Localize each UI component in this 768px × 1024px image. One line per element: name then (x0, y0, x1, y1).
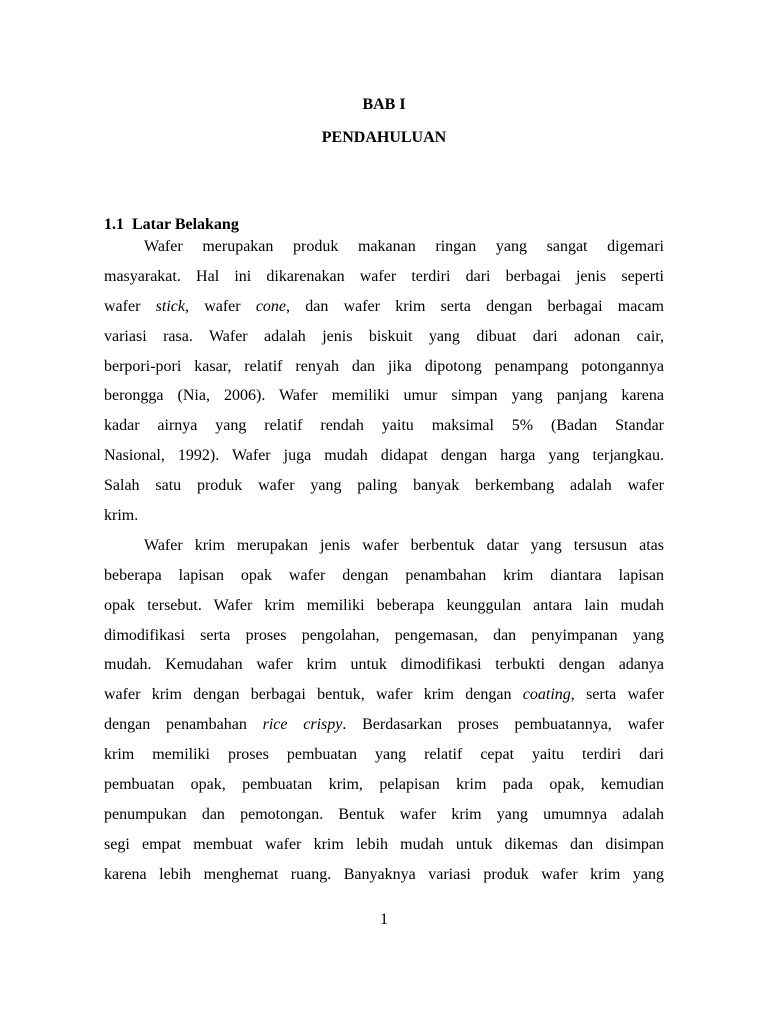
text-segment: berpori-pori kasar, relatif renyah dan jika dipotong penampang potongannya (104, 357, 664, 375)
italic-term: cone (255, 297, 287, 315)
italic-term: stick (155, 297, 185, 315)
text-segment: wafer (104, 297, 156, 315)
text-line (104, 322, 664, 352)
text-line (104, 650, 664, 680)
text-segment: wafer krim dengan berbagai bentuk, wafer krim dengan (104, 686, 523, 704)
text-segment: penumpukan dan pemotongan. Bentuk wafer krim yang umumnya adalah (104, 805, 664, 823)
text-segment: dengan penambahan (104, 716, 263, 734)
text-line (104, 830, 664, 860)
section-number: 1.1 (104, 216, 124, 233)
text-segment: krim. (104, 507, 139, 525)
section-title: Latar Belakang (132, 216, 239, 233)
text-segment: dimodifikasi serta proses pengolahan, pengemasan, dan penyimpanan yang (104, 626, 664, 644)
text-segment: pembuatan opak, pembuatan krim, pelapisan krim pada opak, kemudian (104, 776, 664, 794)
text-segment: krim memiliki proses pembuatan yang relatif cepat yaitu terdiri dari (104, 746, 664, 764)
paragraph-2 (104, 531, 664, 890)
text-line (104, 800, 664, 830)
text-segment: segi empat membuat wafer krim lebih mudah untuk dikemas dan disimpan (104, 835, 664, 853)
chapter-number: BAB I (362, 96, 406, 113)
text-line (104, 262, 664, 292)
body-text (104, 232, 664, 890)
text-segment: opak tersebut. Wafer krim memiliki beberapa keunggulan antara lain mudah (104, 596, 664, 614)
text-line (104, 292, 664, 322)
text-segment: , dan wafer krim serta dengan berbagai macam (286, 297, 664, 315)
text-segment: , serta wafer (570, 686, 664, 704)
text-line (104, 441, 664, 471)
page-number: 1 (380, 911, 388, 928)
text-segment: berongga (Nia, 2006). Wafer memiliki umur simpan yang panjang karena (104, 387, 664, 405)
text-line (104, 740, 664, 770)
text-segment: , wafer (184, 297, 256, 315)
text-line (104, 561, 664, 591)
text-line (104, 232, 664, 262)
text-line (104, 591, 664, 621)
text-segment: . Berdasarkan proses pembuatannya, wafer (342, 716, 664, 734)
text-segment: karena lebih menghemat ruang. Banyaknya variasi produk wafer krim yang (104, 865, 664, 883)
text-line (104, 381, 664, 411)
italic-term: rice crispy (262, 716, 343, 734)
text-segment: kadar airnya yang relatif rendah yaitu maksimal 5% (Badan Standar (104, 417, 664, 435)
text-segment: Nasional, 1992). Wafer juga mudah didapat dengan harga yang terjangkau. (104, 447, 664, 465)
text-segment: beberapa lapisan opak wafer dengan penambahan krim diantara lapisan (104, 566, 664, 584)
text-segment: variasi rasa. Wafer adalah jenis biskuit yang dibuat dari adonan cair, (104, 327, 664, 345)
text-line (104, 501, 664, 531)
text-line (104, 471, 664, 501)
text-line (104, 352, 664, 382)
text-line (104, 680, 664, 710)
text-line (104, 621, 664, 651)
paragraph-1 (104, 232, 664, 531)
text-segment: Salah satu produk wafer yang paling banyak berkembang adalah wafer (104, 477, 664, 495)
text-segment: Wafer krim merupakan jenis wafer berbentuk datar yang tersusun atas (144, 536, 664, 554)
text-line (104, 710, 664, 740)
text-segment: mudah. Kemudahan wafer krim untuk dimodifikasi terbukti dengan adanya (104, 656, 664, 674)
text-line (104, 860, 664, 890)
text-line (104, 411, 664, 441)
text-line (104, 770, 664, 800)
italic-term: coating (522, 686, 571, 704)
text-line (104, 531, 664, 561)
text-segment: Wafer merupakan produk makanan ringan yang sangat digemari (144, 238, 664, 255)
chapter-title: PENDAHULUAN (321, 129, 447, 146)
text-segment: masyarakat. Hal ini dikarenakan wafer terdiri dari berbagai jenis seperti (104, 267, 664, 285)
